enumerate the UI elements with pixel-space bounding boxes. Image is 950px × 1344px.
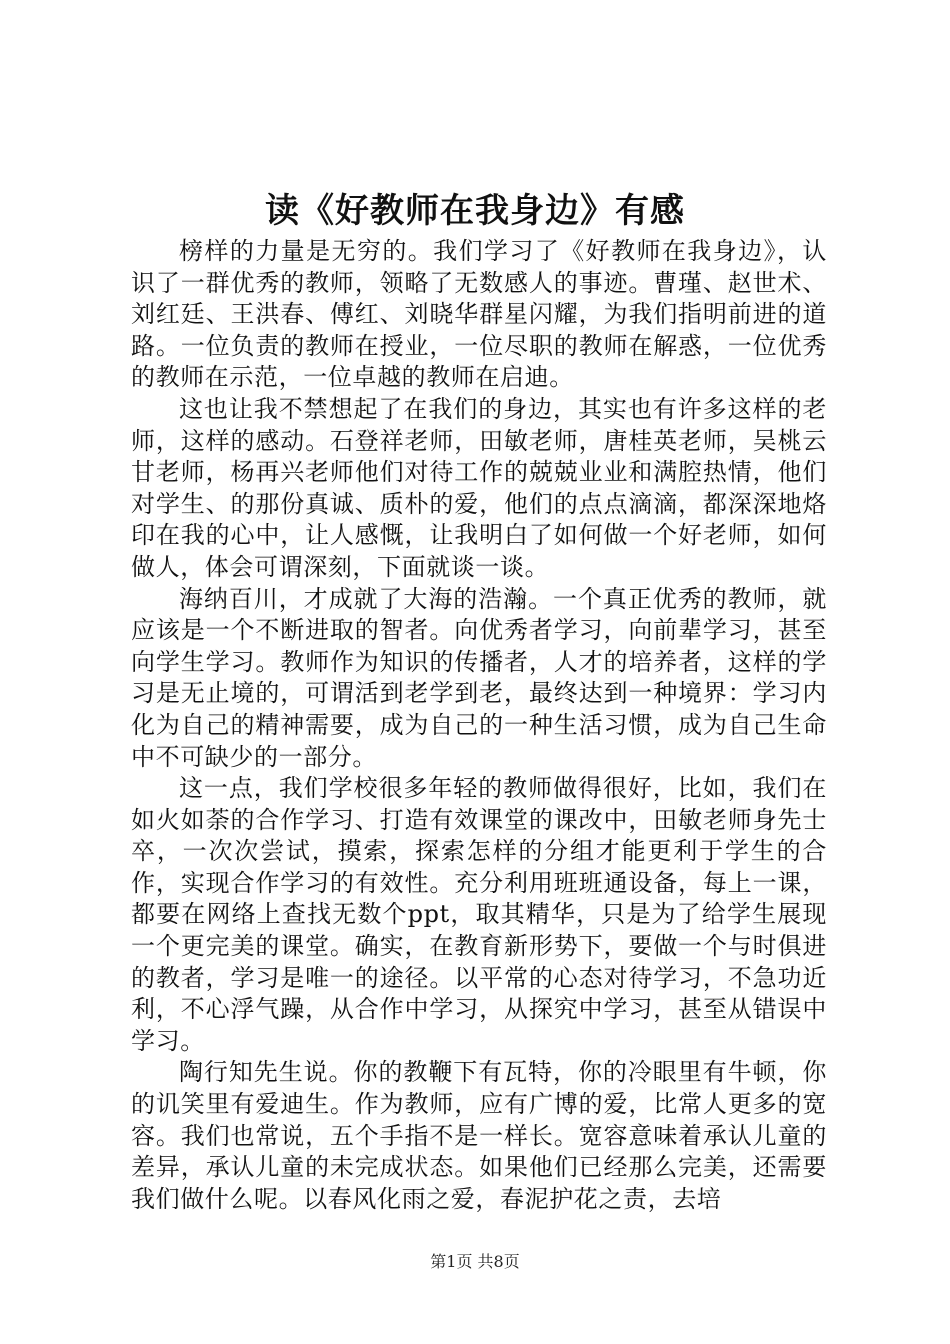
paragraph: 陶行知先生说。你的教鞭下有瓦特，你的冷眼里有牛顿，你的讥笑里有爱迪生。作为教师，应有广博的爱，比常人更多的宽容。我们也常说，五个手指不是一样长。宽容意味着承认儿童的差异，承认儿童的未完成状态。如果他们已经那么完美，还需要我们做什么呢。以春风化雨之爱，春泥护花之责，去培 xyxy=(131,1058,827,1213)
document-body xyxy=(131,236,827,1215)
page-number-footer: 第1页 共8页 xyxy=(430,1252,520,1271)
paragraph: 这一点，我们学校很多年轻的教师做得很好，比如，我们在如火如荼的合作学习、打造有效课堂的课改中，田敏老师身先士卒，一次次尝试，摸索，探索怎样的分组才能更利于学生的合作，实现合作学习的有效性。充分利用班班通设备，每上一课，都要在网络上查找无数个ppt，取其精华，只是为了给学生展现一个更完美的课堂。确实，在教育新形势下，要做一个与时俱进的教者，学习是唯一的途径。以平常的心态对待学习，不急功近利，不心浮气躁，从合作中学习，从探究中学习，甚至从错误中学习。 xyxy=(131,774,827,1055)
paragraph: 海纳百川，才成就了大海的浩瀚。一个真正优秀的教师，就应该是一个不断进取的智者。向优秀者学习，向前辈学习，甚至向学生学习。教师作为知识的传播者，人才的培养者，这样的学习是无止境的，可谓活到老学到老，最终达到一种境界：学习内化为自己的精神需要，成为自己的一种生活习惯，成为自己生命中不可缺少的一部分。 xyxy=(131,584,827,771)
document-title: 读《好教师在我身边》有感 xyxy=(265,191,685,231)
paragraph: 这也让我不禁想起了在我们的身边，其实也有许多这样的老师，这样的感动。石登祥老师，田敏老师，唐桂英老师，吴桃云甘老师，杨再兴老师他们对待工作的兢兢业业和满腔热情，他们对学生、的那份真诚、质朴的爱，他们的点点滴滴，都深深地烙印在我的心中，让人感慨，让我明白了如何做一个好老师，如何做人，体会可谓深刻，下面就谈一谈。 xyxy=(131,394,827,581)
paragraph: 榜样的力量是无穷的。我们学习了《好教师在我身边》，认识了一群优秀的教师，领略了无数感人的事迹。曹瑾、赵世术、刘红廷、王洪春、傅红、刘晓华群星闪耀，为我们指明前进的道路。一位负责的教师在授业，一位尽职的教师在解惑，一位优秀的教师在示范，一位卓越的教师在启迪。 xyxy=(131,237,827,392)
